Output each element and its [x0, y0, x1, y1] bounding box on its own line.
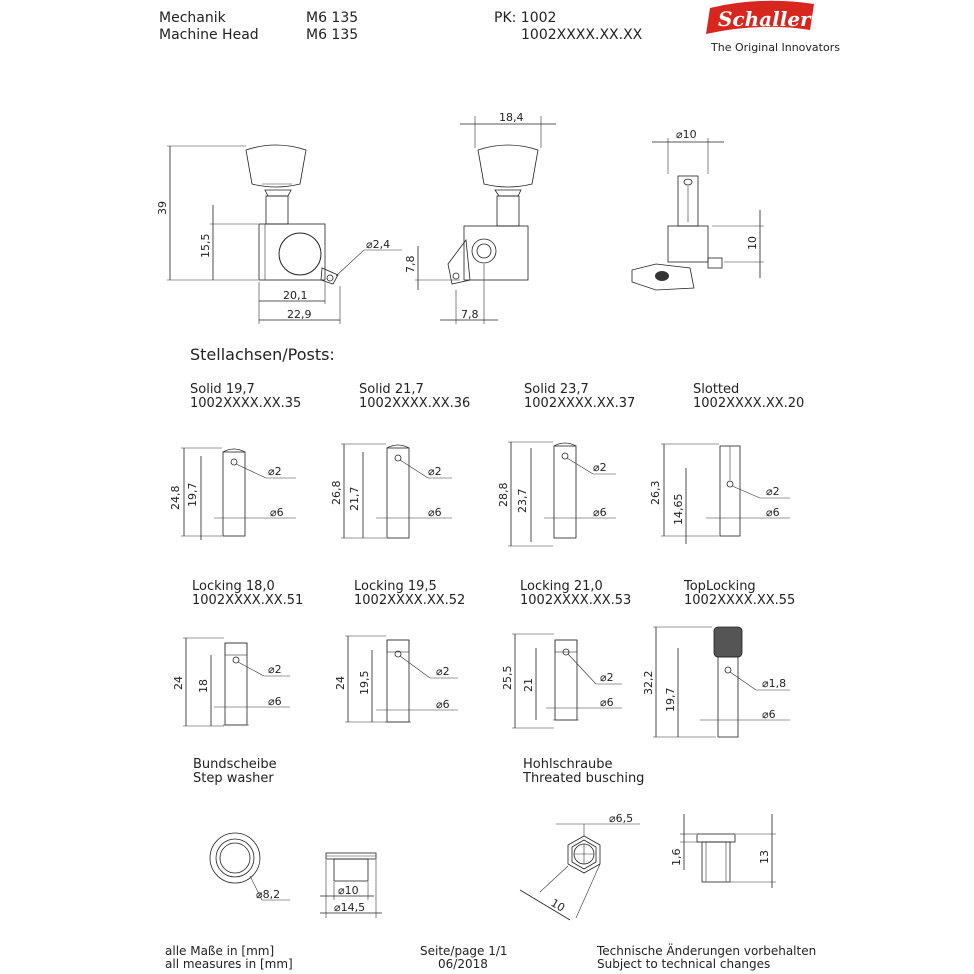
post8-total: 32,2 — [642, 670, 655, 695]
bushing-title-de: Hohlschraube — [523, 757, 613, 772]
post7-hole: ⌀2 — [600, 671, 614, 684]
post7-dia: ⌀6 — [600, 696, 614, 709]
post8-inner: 19,7 — [664, 687, 677, 712]
dim-back-diameter: ⌀10 — [676, 128, 697, 141]
logo-tagline: The Original Innovators — [711, 41, 840, 54]
post3-hole: ⌀2 — [593, 461, 607, 474]
washer-title-de: Bundscheibe — [193, 757, 277, 772]
footer-units-en: all measures in [mm] — [165, 957, 293, 971]
header-label-de: Mechanik — [159, 10, 226, 26]
header-article: 1002XXXX.XX.XX — [521, 27, 643, 43]
post-label-name: TopLocking — [684, 579, 756, 594]
post4-total: 26,3 — [649, 480, 662, 505]
dim-side-hole-x: 7,8 — [461, 308, 479, 321]
side-view-drawing — [415, 116, 556, 324]
back-view-drawing — [632, 138, 764, 290]
post7-total: 25,5 — [501, 665, 514, 690]
post-label-code: 1002XXXX.XX.37 — [524, 396, 636, 411]
header-pk: PK: 1002 — [494, 10, 557, 26]
bushing-flange-h: 1,6 — [670, 848, 683, 866]
post2-dia: ⌀6 — [428, 506, 442, 519]
post1-dia: ⌀6 — [270, 506, 284, 519]
dim-front-post-zone: 15,5 — [199, 233, 212, 258]
post2-inner: 21,7 — [348, 486, 361, 511]
post-label-name: Locking 18,0 — [192, 579, 275, 594]
post-label-code: 1002XXXX.XX.52 — [354, 593, 466, 608]
post6-dia: ⌀6 — [436, 698, 450, 711]
post2-hole: ⌀2 — [428, 465, 442, 478]
bushing-total-h: 13 — [758, 850, 771, 864]
washer-title-en: Step washer — [193, 771, 274, 786]
post-label-code: 1002XXXX.XX.20 — [693, 396, 805, 411]
post5-dia: ⌀6 — [268, 695, 282, 708]
washer-flange-d: ⌀14,5 — [334, 901, 366, 914]
post6-inner: 19,5 — [358, 670, 371, 695]
dim-back-height: 10 — [746, 236, 759, 250]
post3-total: 28,8 — [497, 482, 510, 507]
post1-inner: 19,7 — [186, 482, 199, 507]
post-label-code: 1002XXXX.XX.36 — [359, 396, 471, 411]
footer-disclaimer-en: Subject to technical changes — [597, 957, 771, 971]
post4-hole: ⌀2 — [766, 485, 780, 498]
dim-front-hole: ⌀2,4 — [366, 238, 391, 251]
post2-total: 26,8 — [330, 480, 343, 505]
footer-page: Seite/page 1/1 — [420, 944, 508, 958]
dim-front-height: 39 — [156, 201, 169, 215]
post-label-name: Solid 21,7 — [359, 382, 424, 397]
post5-total: 24 — [172, 676, 185, 690]
post3-dia: ⌀6 — [593, 506, 607, 519]
post-label-name: Solid 19,7 — [190, 382, 255, 397]
post1-total: 24,8 — [169, 485, 182, 510]
post4-dia: ⌀6 — [766, 506, 780, 519]
post8-hole: ⌀1,8 — [762, 677, 787, 690]
bushing-hex-width: 10 — [548, 896, 568, 915]
bushing-hex-d: ⌀6,5 — [609, 812, 634, 825]
footer-units-de: alle Maße in [mm] — [165, 944, 275, 958]
post-label-code: 1002XXXX.XX.55 — [684, 593, 796, 608]
post-label-code: 1002XXXX.XX.51 — [192, 593, 304, 608]
bushing-title-en: Threated busching — [523, 771, 645, 786]
washer-inner-d: ⌀10 — [338, 884, 359, 897]
dim-front-width-outer: 22,9 — [287, 308, 312, 321]
post-label-name: Locking 21,0 — [520, 579, 603, 594]
post5-inner: 18 — [197, 679, 210, 693]
post5-hole: ⌀2 — [268, 663, 282, 676]
posts-section-title: Stellachsen/Posts: — [190, 345, 335, 364]
post1-hole: ⌀2 — [268, 465, 282, 478]
post6-total: 24 — [334, 676, 347, 690]
washer-outer: ⌀8,2 — [256, 888, 281, 901]
footer-disclaimer-de: Technische Änderungen vorbehalten — [597, 944, 817, 958]
post-label-name: Locking 19,5 — [354, 579, 437, 594]
post6-hole: ⌀2 — [436, 665, 450, 678]
footer-date: 06/2018 — [438, 957, 488, 971]
post8-dia: ⌀6 — [762, 708, 776, 721]
post4-inner: 14,65 — [672, 493, 685, 525]
dim-front-width-inner: 20,1 — [283, 289, 308, 302]
logo-brand: Schaller — [718, 7, 811, 31]
header-label-en: Machine Head — [159, 27, 259, 43]
dim-side-width: 18,4 — [499, 111, 524, 124]
post-label-code: 1002XXXX.XX.35 — [190, 396, 302, 411]
post7-inner: 21 — [522, 678, 535, 692]
header-model-2: M6 135 — [306, 27, 359, 43]
post-label-name: Slotted — [693, 382, 740, 397]
header-model-1: M6 135 — [306, 10, 359, 26]
post3-inner: 23,7 — [516, 488, 529, 513]
post-label-name: Solid 23,7 — [524, 382, 589, 397]
dim-side-hole-height: 7,8 — [404, 255, 417, 273]
post-label-code: 1002XXXX.XX.53 — [520, 593, 632, 608]
